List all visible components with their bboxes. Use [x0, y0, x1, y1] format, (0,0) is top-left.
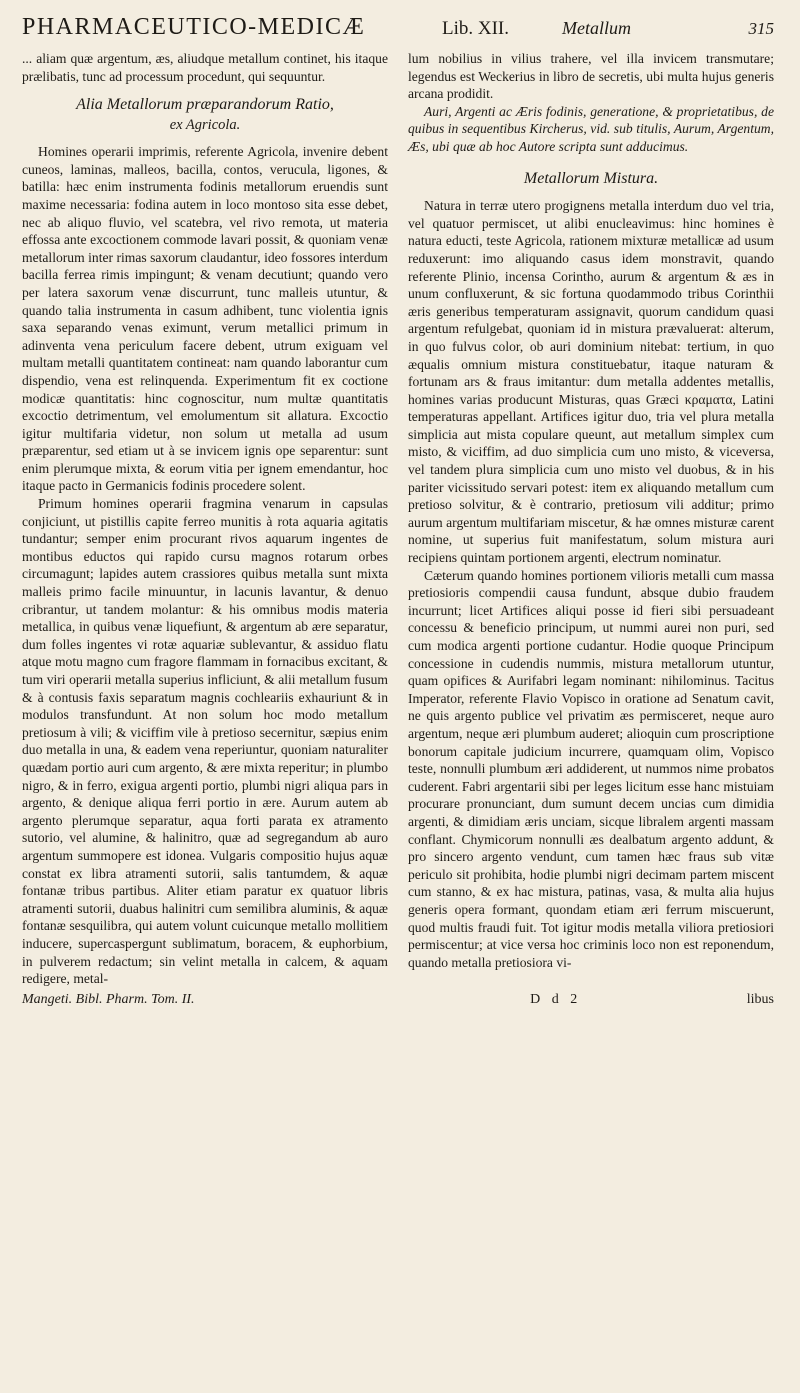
text-columns	[22, 50, 774, 988]
section-title: Metallum	[562, 18, 631, 38]
section-heading-mistura: Metallorum Mistura.	[523, 169, 659, 187]
book-number: Lib. XII.	[442, 18, 510, 39]
catchword: libus	[746, 991, 774, 1007]
right-column	[408, 50, 774, 988]
cross-reference-note: Auri, Argenti ac Æris fodinis, generatione, & proprietatibus, de quibus in sequentibus Kircherus, vid. sub titulis, Aurum, Argentum, Æs, ubi quæ ab hoc Autore scripta sunt adducimus.	[408, 103, 774, 154]
paragraph: Primum homines operarii fragmina venarum in capsulas conjiciunt, ut pistillis capite ferreo munitis à rota aquaria agitatis tundantur; semper enim procurant rivos aquarum ingentes de montibus eductos qui rapido cursu magnos rotarum orbes circumagunt; lapides autem crassiores quibus metalla sunt mixta malleis primo facile minuuntur, in lacunis lavantur, & denuo cribrantur, ut tandem molantur: & his omnibus modis materia metallica, in quibus venæ liquefiunt, & argentum ab ære separatur, dum folles ingentes vi rotæ aquariæ sublevantur, & assiduo flatu atque motu magno cum fragore flammam in fornacibus excitant, & tum viri operarii metalla superius infliciunt, & alii metallum fusum & à contusis faxis separatum magnis cochleariis exhauriunt & in modulos transfundunt. At non solum hoc modo metallum pretiosum à vili; & viciffim vile à pretioso secernitur, sæpius enim duo metalla in una, & eadem vena reperiuntur, quoniam naturaliter quædam portio auri cum argento, & ære mixta reperitur; in plumbo nigro, & in ferro, exigua argenti portio, plumbi nigri aliqua pars in argento, & denique aliqua ferri portio in ære. Aurum autem ab argento plerumque separatur, aqua forti parata ex atramento sutorio, vel alumine, & halinitro, quæ ad segregandum ab auro argentum summopere est idonea. Vulgaris compositio hujus aquæ constat ex libra atramenti sutorii, salis tantumdem, & aquæ fontanæ tribus partibus. Aliter etiam paratur ex quatuor libris atramenti sutorii, duabus halinitri cum semilibra aluminis, & aquæ fontanæ sesquilibra, qui autem volunt cuicunque metallo mollitiem inducere, supercaspergunt sublimatum, boracem, & euphorbium, in pulverem redactum; sin velint metalla in calcem, & aquam redigere, metal-	[22, 496, 388, 987]
paragraph: Natura in terræ utero progignens metalla interdum duo vel tria, vel quatuor permiscet, ut alibi enucleavimus: hinc homines è natura educti, teste Agricola, rationem mixturæ metallicæ ad usum reduxerunt: imo aliquando casus idem monstravit, quando referente Plinio, incensa Corintho, aurum & argentum & æs in unum confluxerunt, & sic fortuna quodammodo tribus Corinthii æris generibus temperaturam assignavit, quorum candidum quasi argentum refulgebat, quoniam id in mistura prævaluerat: alterum, in quo fulvus color, ob auri dominium nitebat: tertium, in quo æqualis omnium mistura constituebatur, itaque naturam & fortunam ars & fraus imitantur: dum metalla addentes metallis, homines varias producunt Misturas, quas Græci κραματα, Latini temperaturas appellant. Artifices igitur duo, tria vel plura metalla simplicia aut mista copulare queunt, aut metallum simplex cum misto, & viciffim, ad duo simplicia cum uno misto, & viceversa, vel tandem plura simplicia cum uno misto vel duobus, & in his pariter vicissitudo servari potest: item ex aliquando metallum cum pretioso solvitur, & è contrario, pretiosum vili additur; primo aurum argentum multifariam miscetur, & hæ omnes misturæ carent nomine, ut superius fuit manifestatum, solum mistura auri recipiens quintam portionem argenti, electrum nominatur.	[408, 198, 774, 566]
heading-title: Alia Metallorum præparandorum Ratio,	[76, 96, 334, 114]
page-number: 315	[748, 19, 774, 38]
running-head	[22, 14, 774, 48]
page-footer	[22, 992, 774, 1008]
left-column	[22, 50, 388, 988]
section-heading-ratio	[22, 95, 388, 135]
heading-source: ex Agricola.	[169, 117, 241, 134]
paragraph: Homines operarii imprimis, referente Agricola, invenire debent cuneos, laminas, malleos, bacilla, contos, verucula, ligones, & batilla: hæc enim instrumenta fodinis metallorum eruendis sunt maxime necessaria: fodina autem in loco montoso sita esse debet, nec ab aliquo fluvio, vel scatebra, vel rivo remota, ut materia effossa ante excoctionem commode lavari possit, & quoniam venæ metallorum inter rimas saxorum claudantur, ideo fossores interdum bacilla ferrea rimis impingunt; & venam decutiunt; quando vero per latera saxorum venæ discurrunt, tunc malleis utuntur, & quando talia instrumenta in casum adhibent, tunc violentia ignis saxa separando venas eximunt, verum metallici primum in adinventa vena periculum facere debent, utrum exiguam vel multam metalli quantitatem contineat: nam quando laborantur cum dispendio, vena est relinquenda. Experimentum fit ex coctione modicæ quantitatis: hinc cognoscitur, num multæ quantitatis excoctio detrimentum, vel emolumentum sit allatura. Excoctio igitur multifaria videtur, non solum ut metalla ad usum præparentur, sed etiam ut à se invicem ignis ope separentur: sunt enim plerumque mixta, & eorum vitia per ignem emendantur, hoc itaque pacto in Germanicis fodinis procedere solent.	[22, 144, 388, 494]
paragraph: Cæterum quando homines portionem vilioris metalli cum massa pretiosioris compendii causa fundunt, absque dubio fraudem incurrunt; licet Artifices aliqui posse id fieri sibi persuadeant concessu & beneficio principum, ut nummi aurei non puri, sed cum modica argenti portione cudantur. Hodie quoque Principum concessione in cudendis nummis, mistura metallorum utuntur, quam opifices & Aurifabri legam nominant: nihilominus. Tacitus Imperator, referente Flavio Vopisco in oratione ad Senatum cavit, ne quis argento publice vel privatim æs permisceret, neque auro argentum, neque æri plumbum auderet; alioquin cum proscriptione bonorum capitale judicium incurrere, quamquam olim, Vopisco teste, nonnulli plumbum æri addiderent, ut nummos nime probatos cuderent. Fabri argentarii sibi per leges licitum esse hanc mistuiam procurare pronunciant, dum sumunt decem uncias cum dimidia argenti, & dimidiam æris unciam, sicque libralem argenti massam conflant. Chymicorum nonnulli æs dealbatum argento addunt, & pro sincero argento vendunt, cum tamen hæc fraus sub vitæ periculo sit prohibita, hodie plumbi nigri decimam partem miscent cum stanno, & ex hac mistura, patinas, vasa, & multa alia hujus generis opera formant, quondam etiam æri ferrum miscuerunt, quod multis fraudi fuit. Tot igitur modis metalla viliora pretiosiori permiscentur; at vice versa hoc criminis loco non est reponendum, quando metalla pretiosiora vi-	[408, 567, 774, 970]
signature-mark: D d 2	[530, 991, 582, 1007]
running-title: PHARMACEUTICO-MEDICÆ	[22, 14, 366, 40]
left-intro: ... aliam quæ argentum, æs, aliudque metallum continet, his itaque prælibatis, tunc ad processum procedunt, qui sequuntur.	[22, 51, 388, 84]
footer-book-reference: Mangeti. Bibl. Pharm. Tom. II.	[22, 991, 195, 1007]
right-intro: lum nobilius in vilius trahere, vel illa invicem transmutare; legendus est Weckerius in libro de secretis, ubi multa hujus generis arcana prodidit.	[408, 51, 774, 102]
